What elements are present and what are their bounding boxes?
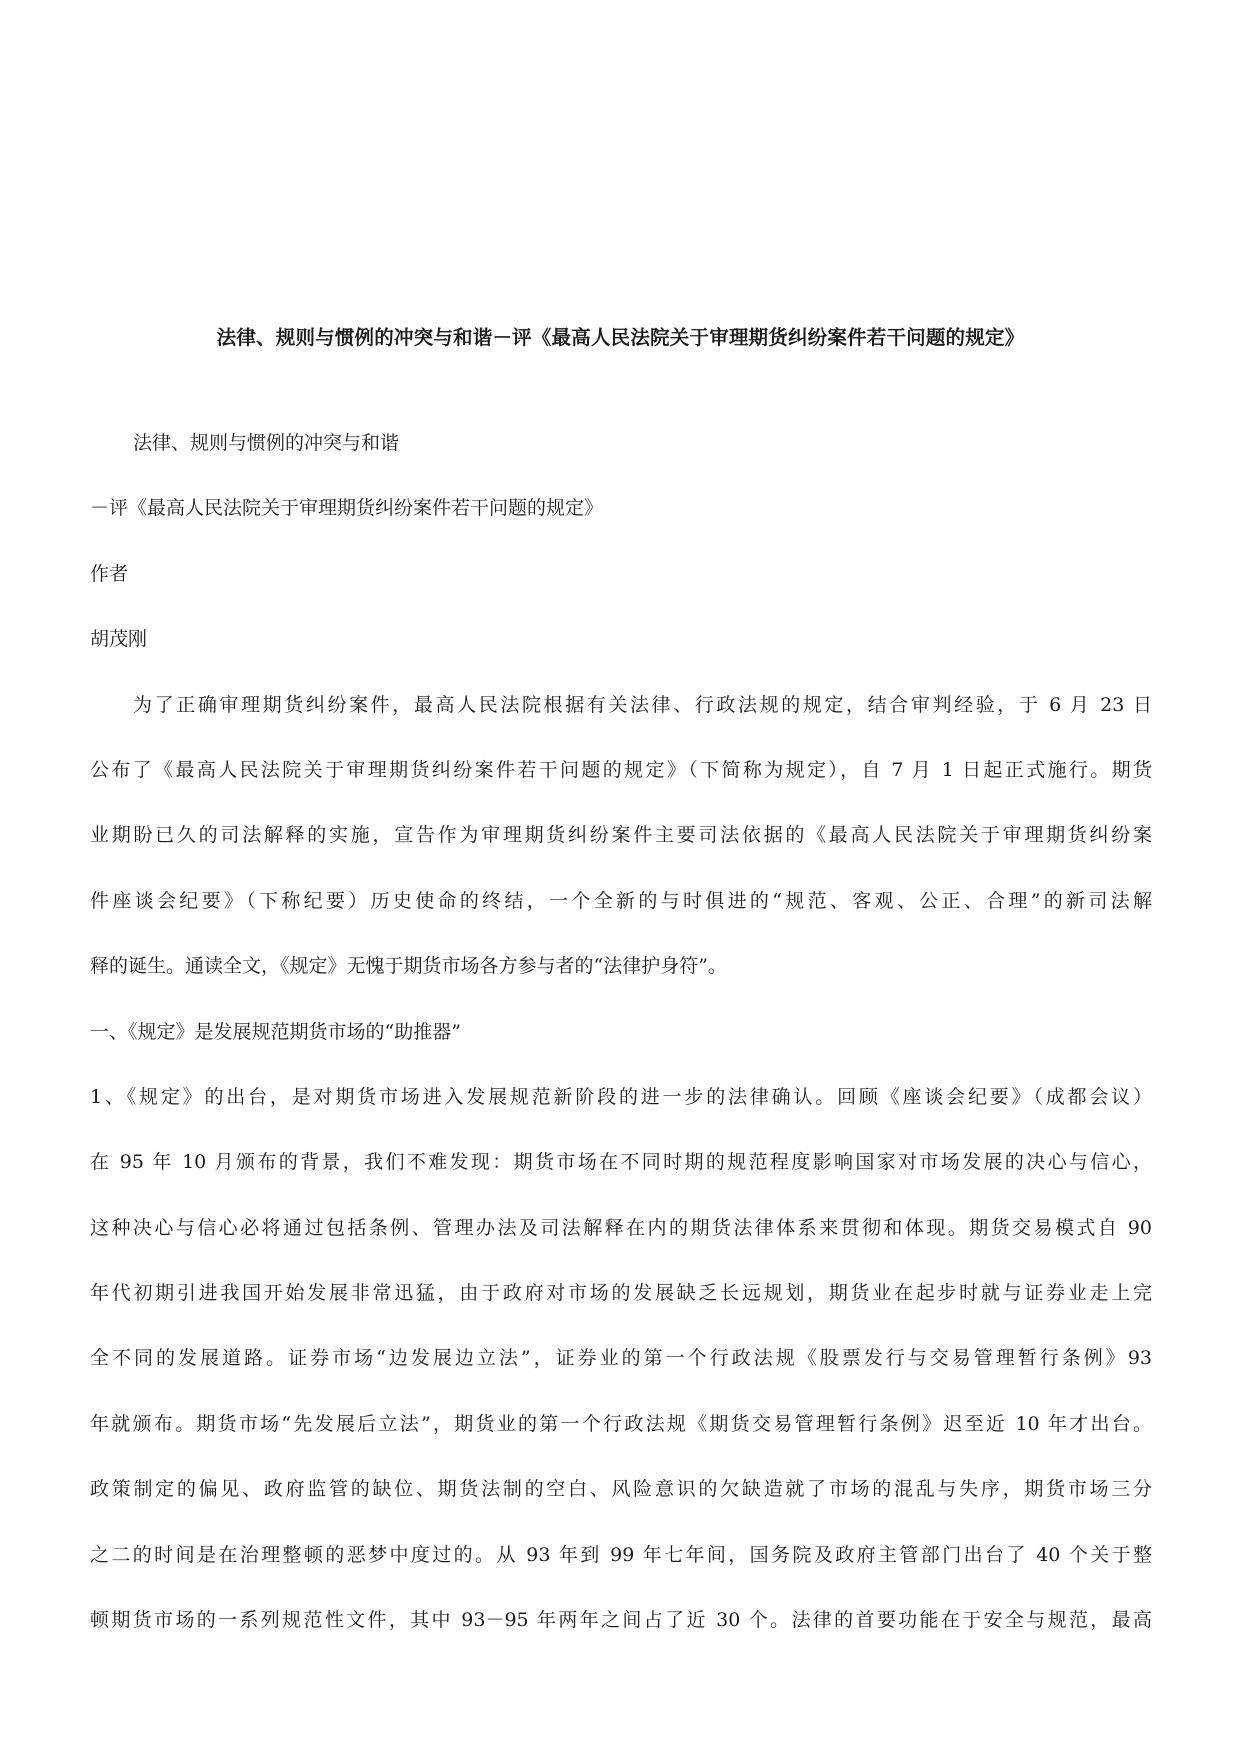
section-paragraph-line: 政策制定的偏见、政府监管的缺位、期货法制的空白、风险意识的欠缺造就了市场的混乱与失序，期货市场三分: [90, 1478, 1152, 1501]
intro-paragraph-line: 公布了《最高人民法院关于审理期货纠纷案件若干问题的规定》（下简称为规定），自 7 月 1 日起正式施行。期货: [90, 758, 1152, 781]
heading-line-2: －评《最高人民法院关于审理期货纠纷案件若干问题的规定》: [90, 497, 604, 520]
document-body: [90, 411, 1152, 1653]
section-heading: 一、《规定》是发展规范期货市场的“助推器”: [90, 1020, 461, 1043]
section-paragraph-line: 之二的时间是在治理整顿的恶梦中度过的。从 93 年到 99 年七年间，国务院及政府主管部门出台了 40 个关于整: [90, 1543, 1152, 1566]
section-paragraph-line: 1、《规定》的出台，是对期货市场进入发展规范新阶段的进一步的法律确认。回顾《座谈会纪要》（成都会议）: [90, 1085, 1152, 1108]
section-paragraph-line: 顿期货市场的一系列规范性文件，其中 93－95 年两年之间占了近 30 个。法律的首要功能在于安全与规范，最高: [90, 1609, 1152, 1632]
section-paragraph-line: 年就颁布。期货市场“先发展后立法”，期货业的第一个行政法规《期货交易管理暂行条例》迟至近 10 年才出台。: [90, 1412, 1152, 1435]
intro-paragraph-line: 为了正确审理期货纠纷案件，最高人民法院根据有关法律、行政法规的规定，结合审判经验，于 6 月 23 日: [133, 693, 1152, 716]
section-paragraph-line: 全不同的发展道路。证券市场“边发展边立法”，证券业的第一个行政法规《股票发行与交易管理暂行条例》93: [90, 1347, 1152, 1370]
section-paragraph-line: 这种决心与信心必将通过包括条例、管理办法及司法解释在内的期货法律体系来贯彻和体现。期货交易模式自 90: [90, 1216, 1152, 1239]
author-label: 作者: [90, 562, 129, 585]
intro-paragraph-line: 业期盼已久的司法解释的实施，宣告作为审理期货纠纷案件主要司法依据的《最高人民法院关于审理期货纠纷案: [90, 824, 1152, 847]
heading-line-1: 法律、规则与惯例的冲突与和谐: [133, 432, 400, 454]
section-paragraph-line: 年代初期引进我国开始发展非常迅猛，由于政府对市场的发展缺乏长远规划，期货业在起步时就与证券业走上完: [90, 1282, 1152, 1305]
author-name: 胡茂刚: [90, 628, 148, 651]
section-paragraph-line: 在 95 年 10 月颁布的背景，我们不难发现：期货市场在不同时期的规范程度影响国家对市场发展的决心与信心，: [90, 1151, 1152, 1174]
intro-paragraph-line: 件座谈会纪要》（下称纪要）历史使命的终结，一个全新的与时俱进的“规范、客观、公正、合理”的新司法解: [90, 889, 1152, 912]
document-title: 法律、规则与惯例的冲突与和谐－评《最高人民法院关于审理期货纠纷案件若干问题的规定》: [216, 326, 1025, 349]
intro-paragraph-line: 释的诞生。通读全文，《规定》无愧于期货市场各方参与者的“法律护身符”。: [90, 955, 727, 978]
